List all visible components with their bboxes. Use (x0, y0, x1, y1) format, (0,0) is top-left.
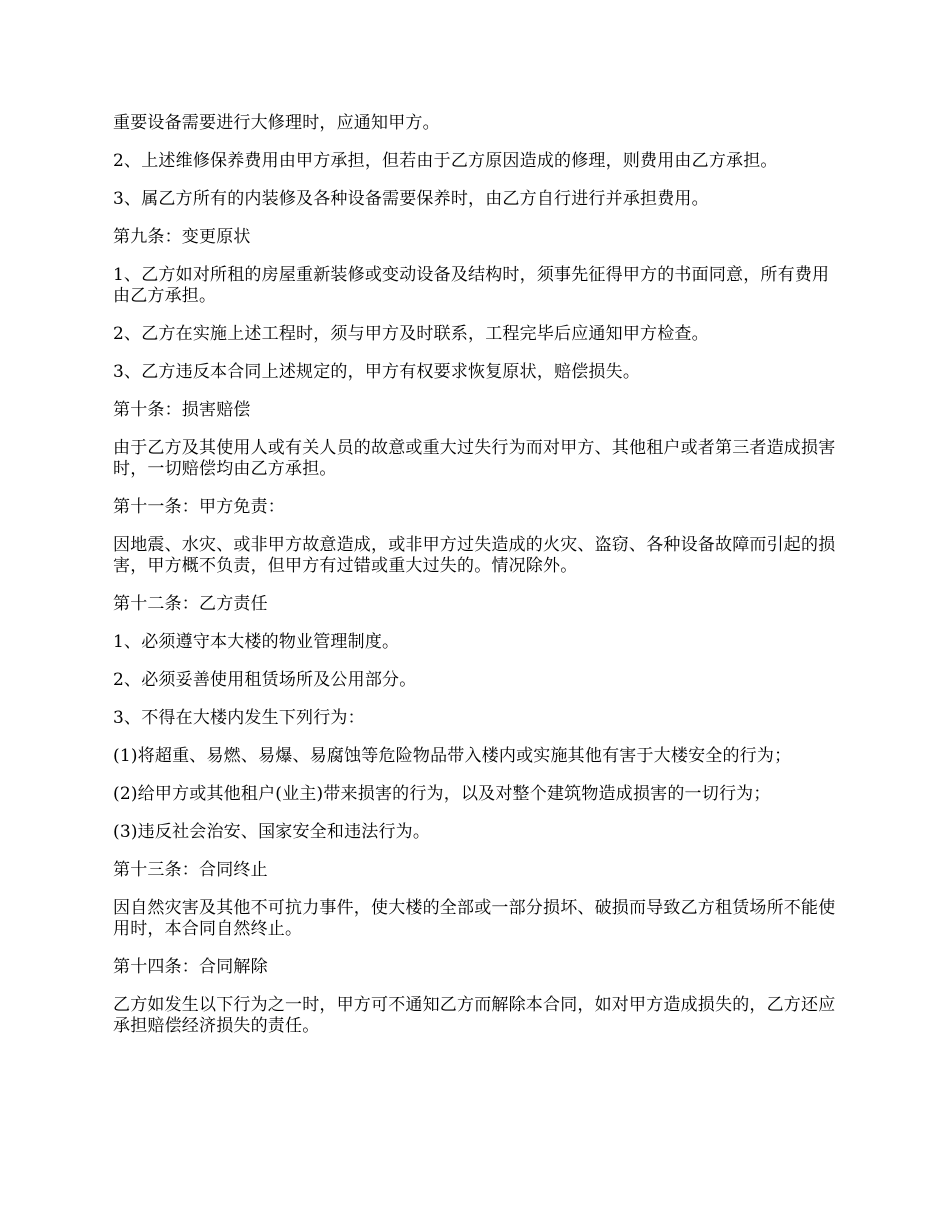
paragraph-equipment-repair-notice: 重要设备需要进行大修理时，应通知甲方。 (113, 113, 440, 133)
paragraph-interior-maintenance: 3、属乙方所有的内装修及各种设备需要保养时，由乙方自行进行并承担费用。 (113, 189, 709, 209)
heading-article-10: 第十条：损害赔偿 (113, 400, 251, 420)
list-item-hazardous-goods: (1)将超重、易燃、易爆、易腐蚀等危险物品带入楼内或实施其他有害于大楼安全的行为； (113, 746, 792, 766)
list-item-harm-to-others: (2)给甲方或其他租户(业主)带来损害的行为，以及对整个建筑物造成损害的一切行为； (113, 784, 771, 804)
paragraph-renovation-consent: 1、乙方如对所租的房屋重新装修或变动设备及结构时，须事先征得甲方的书面同意，所有费用由乙方承担。 (113, 265, 830, 306)
paragraph-disclaimer: 因地震、水灾、或非甲方故意造成，或非甲方过失造成的火灾、盗窃、各种设备故障而引起的损害，甲方概不负责，但甲方有过错或重大过失的。情况除外。 (113, 535, 836, 576)
paragraph-contract-rescission: 乙方如发生以下行为之一时，甲方可不通知乙方而解除本合同，如对甲方造成损失的，乙方还应承担赔偿经济损失的责任。 (113, 995, 836, 1036)
paragraph-proper-use: 2、必须妥善使用租赁场所及公用部分。 (113, 670, 417, 690)
paragraph-restore-original: 3、乙方违反本合同上述规定的，甲方有权要求恢复原状，赔偿损失。 (113, 362, 641, 382)
paragraph-contract-termination: 因自然灾害及其他不可抗力事件，使大楼的全部或一部分损坏、破损而导致乙方租赁场所不能使用时，本合同自然终止。 (113, 898, 836, 939)
paragraph-damage-compensation: 由于乙方及其使用人或有关人员的故意或重大过失行为而对甲方、其他租户或者第三者造成损害时，一切赔偿均由乙方承担。 (113, 438, 836, 479)
paragraph-prohibited-acts: 3、不得在大楼内发生下列行为： (113, 708, 365, 728)
paragraph-repair-costs: 2、上述维修保养费用由甲方承担，但若由于乙方原因造成的修理，则费用由乙方承担。 (113, 151, 778, 171)
list-item-illegal-acts: (3)违反社会治安、国家安全和违法行为。 (113, 822, 431, 842)
heading-article-9: 第九条：变更原状 (113, 227, 251, 247)
paragraph-obey-management: 1、必须遵守本大楼的物业管理制度。 (113, 632, 400, 652)
heading-article-13: 第十三条：合同终止 (113, 860, 268, 880)
heading-article-12: 第十二条：乙方责任 (113, 594, 268, 614)
document-page (113, 113, 839, 1054)
heading-article-11: 第十一条：甲方免责： (113, 497, 285, 517)
paragraph-construction-contact: 2、乙方在实施上述工程时，须与甲方及时联系，工程完毕后应通知甲方检查。 (113, 324, 709, 344)
heading-article-14: 第十四条：合同解除 (113, 957, 268, 977)
